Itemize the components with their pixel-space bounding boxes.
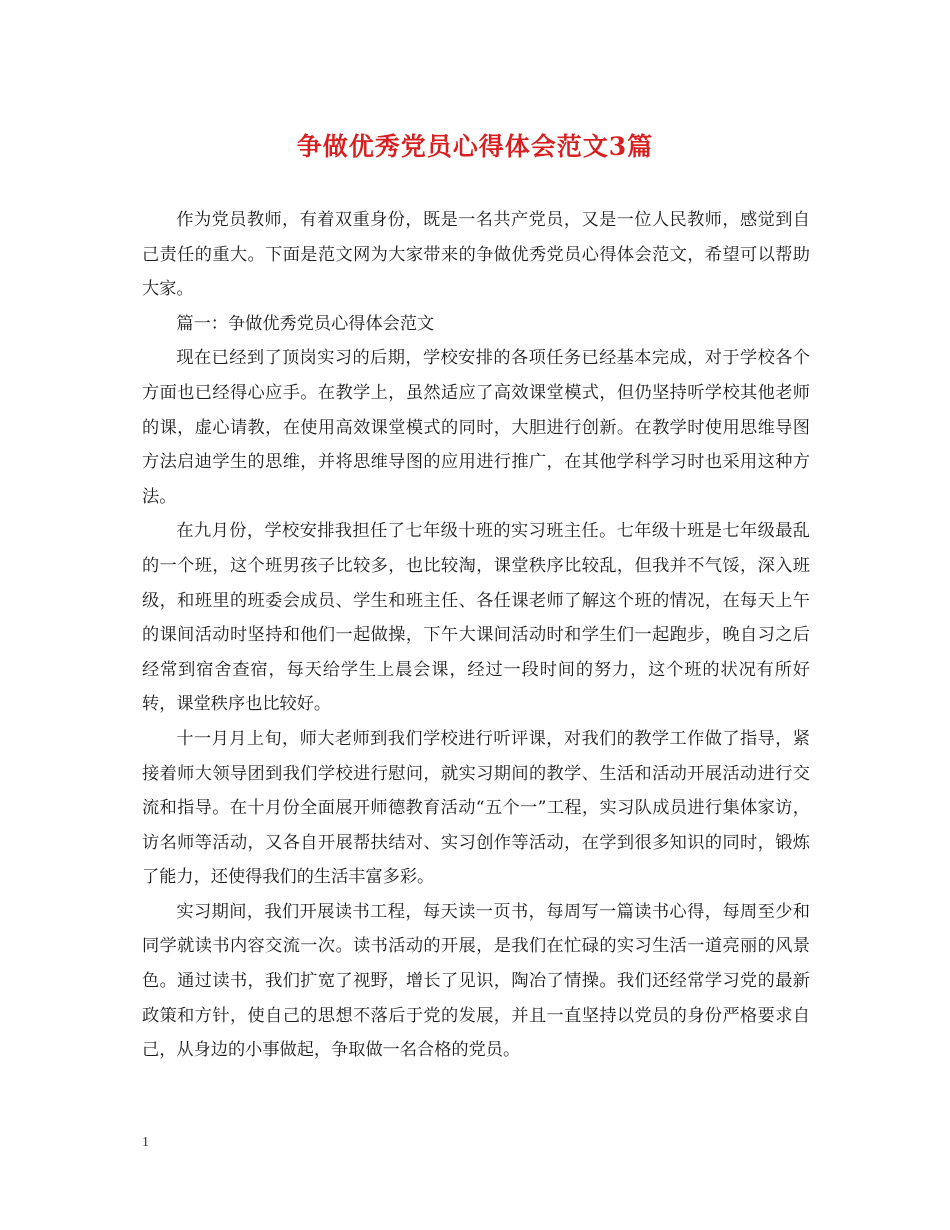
page-number: 1 — [142, 1135, 149, 1150]
body-paragraph: 十一月月上旬，师大老师到我们学校进行听评课，对我们的教学工作做了指导，紧接着师大领导团到我们学校进行慰问，就实习期间的教学、生活和活动开展活动进行交流和指导。在十月份全面展开师德教育活动“五个一”工程，实习队成员进行集体家访，访名师等活动，又各自开展帮扶结对、实习创作等活动，在学到很多知识的同时，锻炼了能力，还使得我们的生活丰富多彩。 — [142, 728, 810, 888]
body-paragraph: 在九月份，学校安排我担任了七年级十班的实习班主任。七年级十班是七年级最乱的一个班，这个班男孩子比较多，也比较淘，课堂秩序比较乱，但我并不气馁，深入班级，和班里的班委会成员、学生和班主任、各任课老师了解这个班的情况，在每天上午的课间活动时坚持和他们一起做操，下午大课间活动时和学生们一起跑步，晚自习之后经常到宿舍查宿，每天给学生上晨会课，经过一段时间的努力，这个班的状况有所好转，课堂秩序也比较好。 — [142, 521, 810, 715]
document-title: 争做优秀党员心得体会范文3篇 — [296, 132, 654, 161]
intro-paragraph: 作为党员教师，有着双重身份，既是一名共产党员，又是一位人民教师，感觉到自己责任的重大。下面是范文网为大家带来的争做优秀党员心得体会范文，希望可以帮助大家。 — [142, 210, 810, 300]
section-heading: 篇一：争做优秀党员心得体会范文 — [176, 313, 435, 334]
body-paragraph: 现在已经到了顶岗实习的后期，学校安排的各项任务已经基本完成，对于学校各个方面也已经得心应手。在教学上，虽然适应了高效课堂模式，但仍坚持听学校其他老师的课，虚心请教，在使用高效课堂模式的同时，大胆进行创新。在教学时使用思维导图方法启迪学生的思维，并将思维导图的应用进行推广，在其他学科学习时也采用这种方法。 — [142, 348, 810, 507]
document-body — [142, 203, 810, 1068]
body-paragraph: 实习期间，我们开展读书工程，每天读一页书，每周写一篇读书心得，每周至少和同学就读书内容交流一次。读书活动的开展，是我们在忙碌的实习生活一道亮丽的风景色。通过读书，我们扩宽了视野，增长了见识，陶冶了情操。我们还经常学习党的最新政策和方针，使自己的思想不落后于党的发展，并且一直坚持以党员的身份严格要求自己，从身边的小事做起，争取做一名合格的党员。 — [142, 901, 810, 1061]
